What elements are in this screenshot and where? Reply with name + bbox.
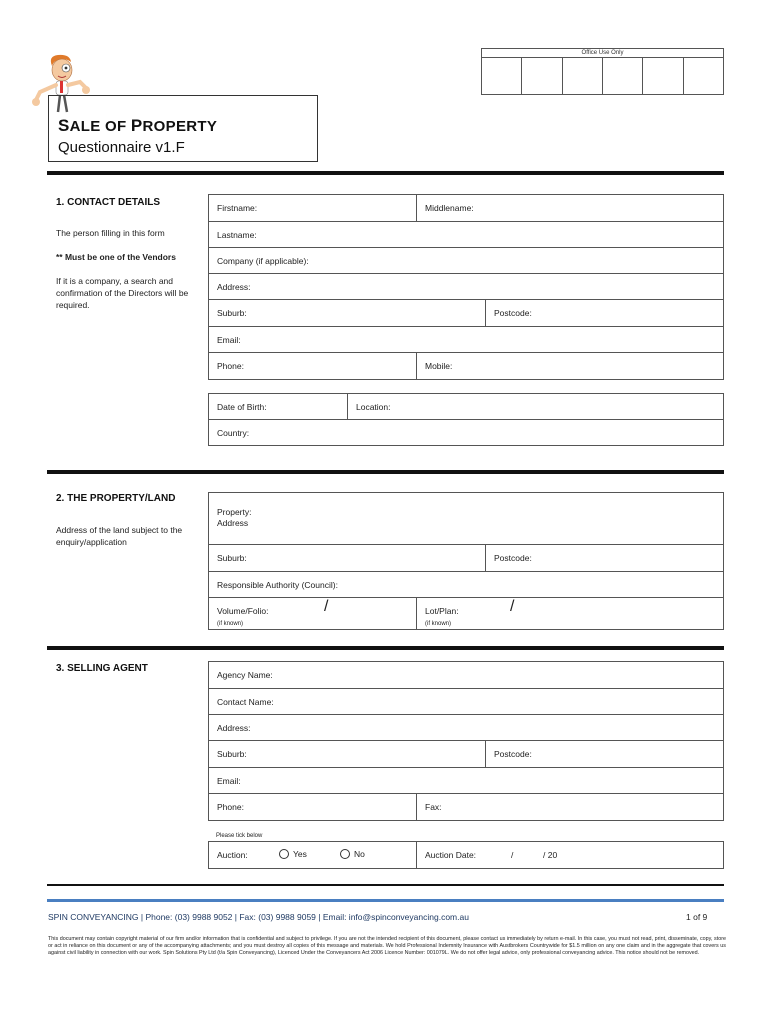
tick-note: Please tick below <box>216 833 263 839</box>
section-heading-property: 2. THE PROPERTY/LAND <box>56 493 176 504</box>
middlename-field[interactable]: Middlename: <box>416 195 723 221</box>
footer-divider <box>47 884 724 886</box>
office-cell[interactable] <box>643 58 683 94</box>
location-field[interactable]: Location: <box>347 394 723 419</box>
property-note: Address of the land subject to the enquiry/application <box>56 525 183 547</box>
agent-suburb-field[interactable]: Suburb: <box>217 749 247 759</box>
document-title: SALE OF PROPERTY <box>58 116 218 135</box>
office-cell[interactable] <box>482 58 522 94</box>
auction-date-field[interactable]: Auction Date: / / 20 <box>416 842 723 868</box>
radio-no-icon[interactable] <box>340 849 350 859</box>
agent-fax-field[interactable]: Fax: <box>416 794 723 820</box>
office-use-box <box>481 48 724 95</box>
agent-address-field[interactable]: Address: <box>217 723 251 733</box>
property-address-field[interactable]: Property: Address <box>217 507 252 528</box>
section-heading-agent: 3. SELLING AGENT <box>56 663 148 674</box>
council-field[interactable]: Responsible Authority (Council): <box>217 580 338 590</box>
agent-postcode-field[interactable]: Postcode: <box>485 741 723 767</box>
agent-phone-field[interactable]: Phone: <box>217 802 244 812</box>
agent-email-field[interactable]: Email: <box>217 776 241 786</box>
country-field[interactable]: Country: <box>217 428 250 438</box>
document-subtitle: Questionnaire v1.F <box>58 139 185 156</box>
office-cell[interactable] <box>603 58 643 94</box>
auction-field: Auction: Yes No <box>217 849 365 860</box>
firstname-field[interactable]: Firstname: <box>217 203 258 213</box>
agency-name-field[interactable]: Agency Name: <box>217 670 273 680</box>
section-heading-contact: 1. CONTACT DETAILS <box>56 197 161 208</box>
property-form <box>208 492 724 630</box>
contact-note-3: If it is a company, a search and confirmation of the Directors will be required. <box>56 276 189 310</box>
phone-field[interactable]: Phone: <box>217 361 244 371</box>
section-divider <box>47 470 724 474</box>
contact-note-2: ** Must be one of the Vendors <box>56 252 176 262</box>
postcode-field[interactable]: Postcode: <box>485 300 723 326</box>
dob-field[interactable]: Date of Birth: <box>217 402 267 412</box>
footer-contact: SPIN CONVEYANCING | Phone: (03) 9988 9052 | Fax: (03) 9988 9059 | Email: info@spinconveyancing.com.au <box>48 912 469 922</box>
section-divider <box>47 646 724 650</box>
address-field[interactable]: Address: <box>217 282 251 292</box>
property-suburb-field[interactable]: Suburb: <box>217 553 247 563</box>
lot-plan-field[interactable]: Lot/Plan: / (if known) <box>416 598 723 629</box>
agent-form <box>208 661 724 821</box>
auction-no-option[interactable]: No <box>340 849 365 859</box>
contact-name-field[interactable]: Contact Name: <box>217 697 274 707</box>
company-field[interactable]: Company (if applicable): <box>217 256 309 266</box>
lastname-field[interactable]: Lastname: <box>217 230 257 240</box>
auction-yes-option[interactable]: Yes <box>279 849 307 859</box>
office-cell[interactable] <box>522 58 562 94</box>
mobile-field[interactable]: Mobile: <box>416 353 723 379</box>
title-box <box>48 95 318 162</box>
office-cell[interactable] <box>563 58 603 94</box>
page-number: 1 of 9 <box>686 912 708 922</box>
section-divider <box>47 171 724 175</box>
email-field[interactable]: Email: <box>217 335 241 345</box>
auction-form <box>208 841 724 869</box>
birth-details-form <box>208 393 724 446</box>
disclaimer-text: This document may contain copyright material of our firm and/or information that is confidential and subject to privilege. If you are not the intended recipient of this document, please contact us immediately by return e-mail. In this case, you must not read, print, disseminate, copy, store or act in reliance on this document or any of the accompanying attachments; and you must destroy all copies of this message and materials. We hold Professional Indemnity Insurance with Austbrokers Countrywide for $1.5 million on any one claim and in the aggregate that covers us against civil liability in connection with our work. Spin Solutions Pty Ltd (t/a Spin Conveyancing), Licenced Under the Conveyancers Act 2006 Licence Number: 001079L. We do not offer legal advice, only professional conveyancing advice. This notice should not be removed. <box>48 936 726 957</box>
contact-note-1: The person filling in this form <box>56 228 165 238</box>
radio-yes-icon[interactable] <box>279 849 289 859</box>
property-postcode-field[interactable]: Postcode: <box>485 545 723 571</box>
office-cell[interactable] <box>684 58 723 94</box>
volume-folio-field[interactable]: Volume/Folio: / (if known) <box>217 598 329 627</box>
footer-accent-line <box>47 899 724 902</box>
office-use-label: Office Use Only <box>482 49 723 58</box>
suburb-field[interactable]: Suburb: <box>217 308 247 318</box>
contact-form <box>208 194 724 380</box>
